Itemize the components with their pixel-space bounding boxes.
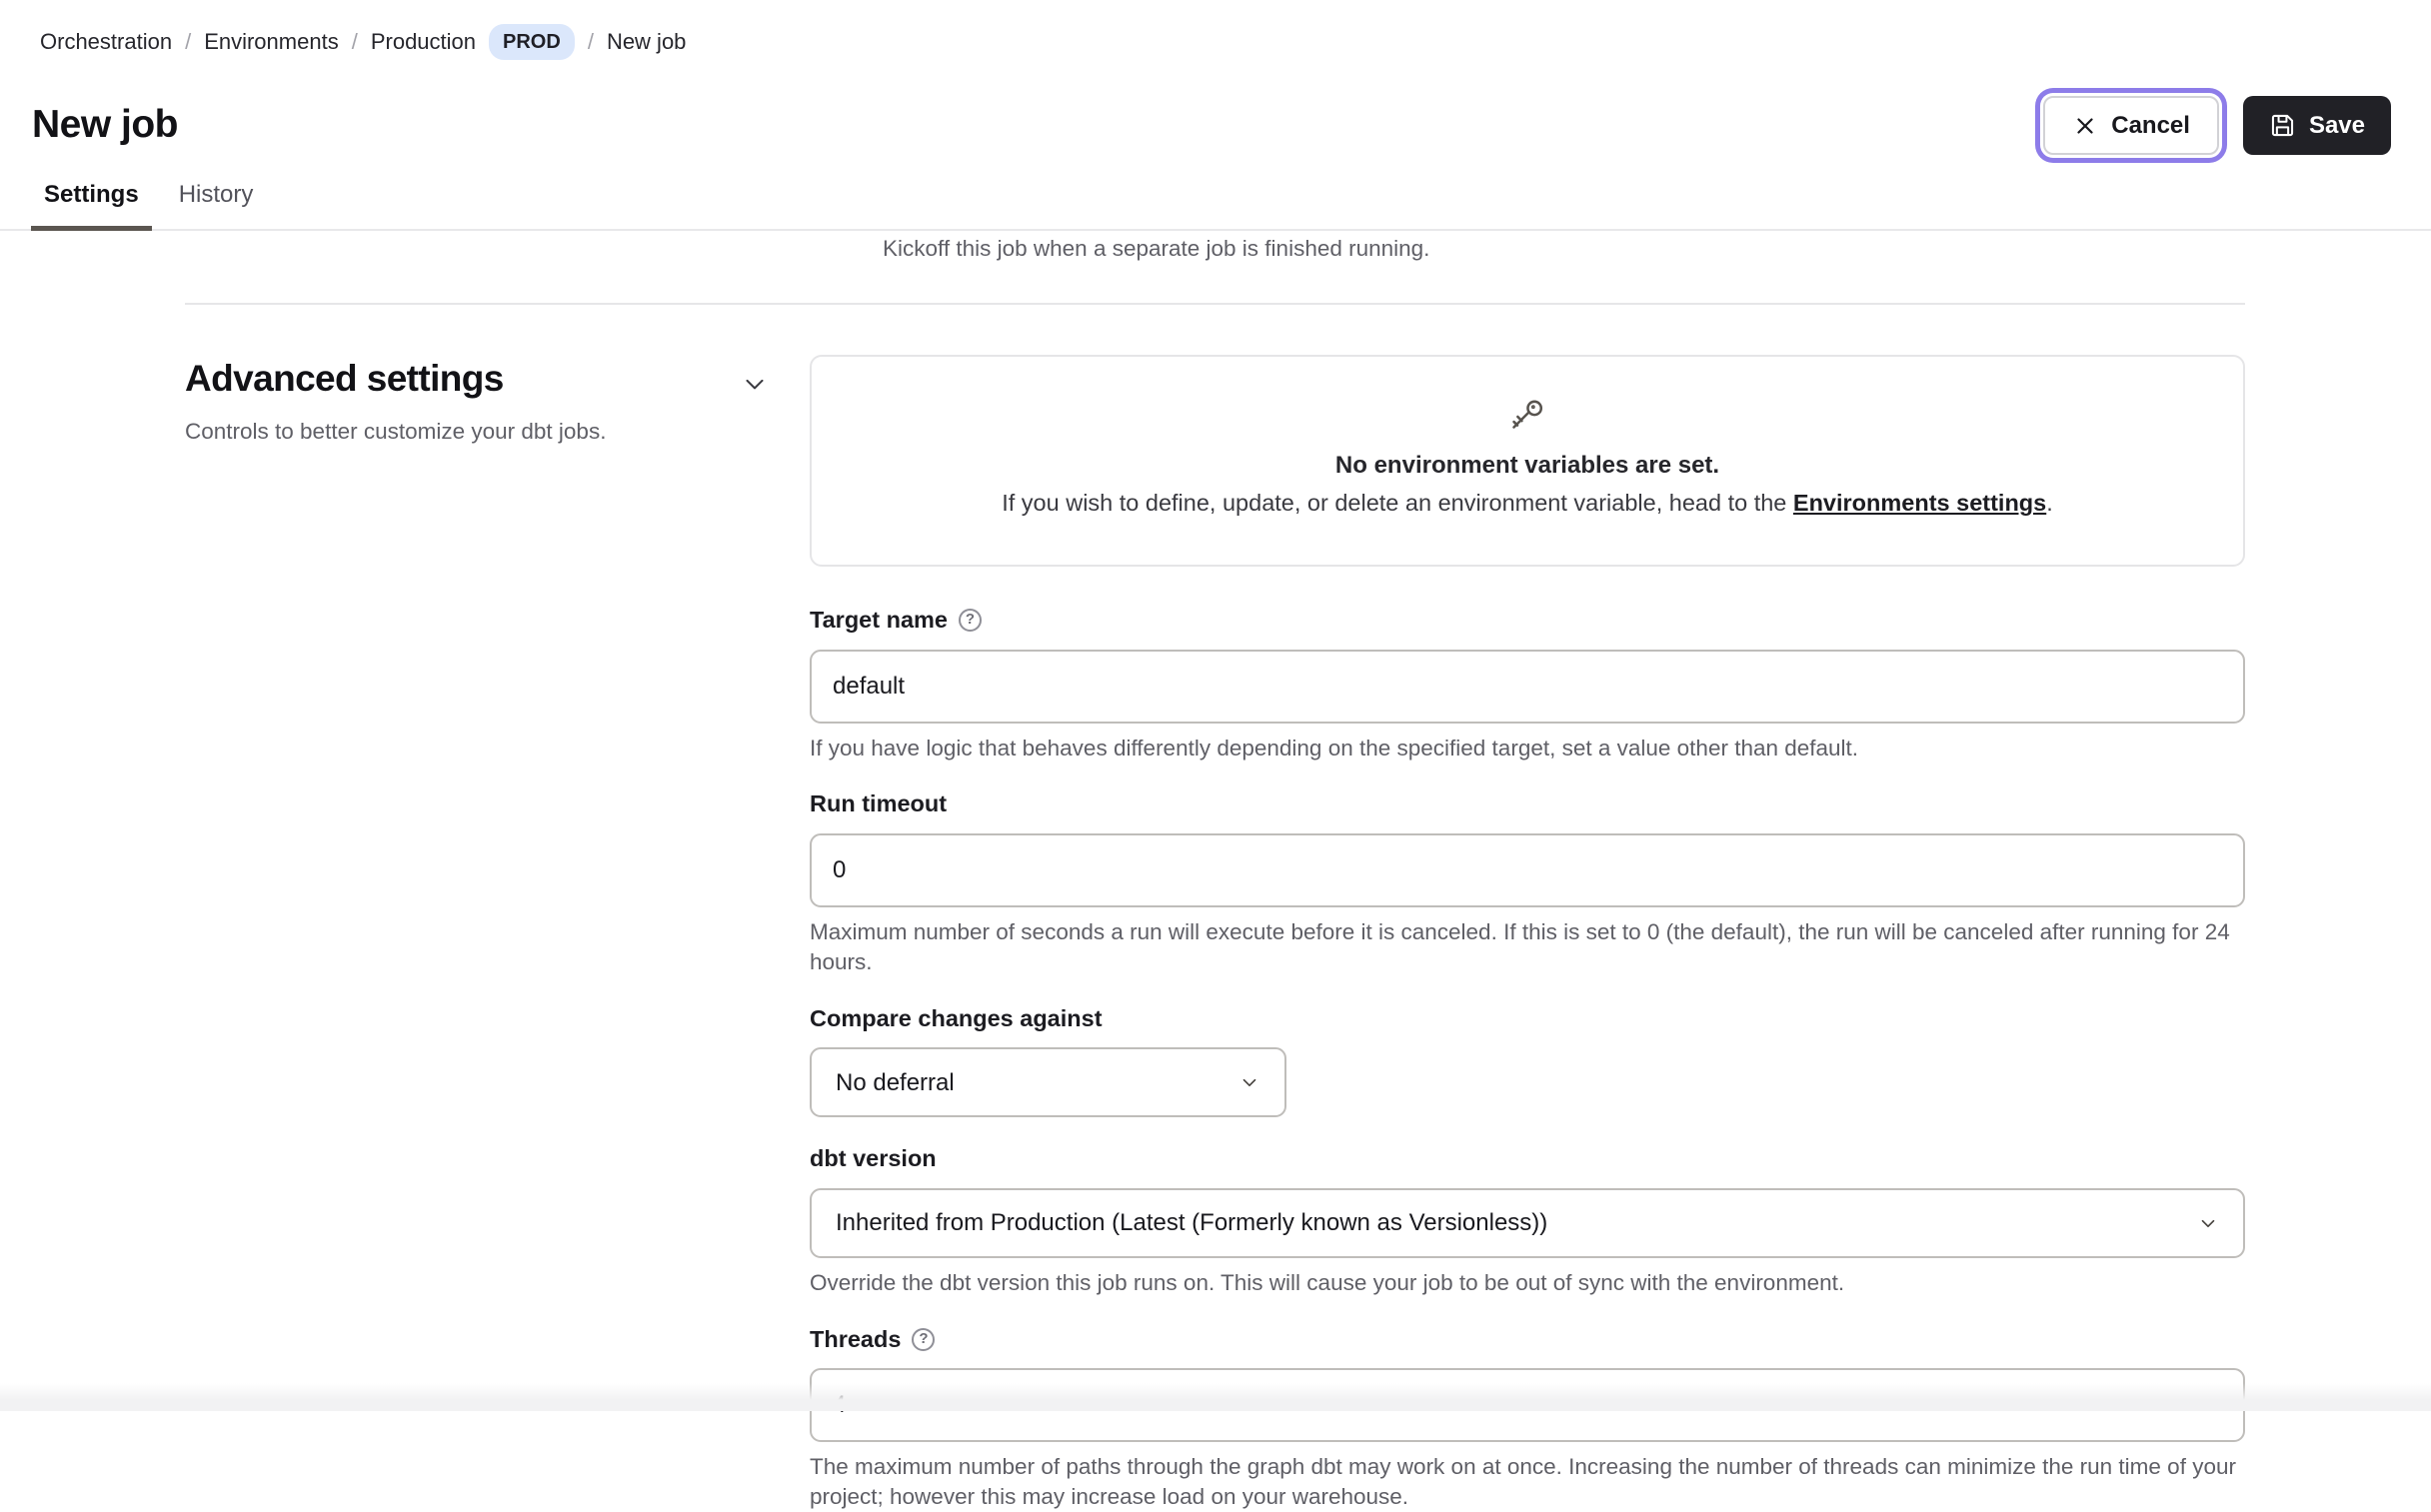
target-name-field-group xyxy=(810,605,2245,762)
compare-changes-field-group xyxy=(810,1003,2245,1118)
header-actions xyxy=(2043,96,2393,155)
save-label: Save xyxy=(2308,111,2365,139)
threads-field-group xyxy=(810,1324,2245,1512)
chevron-down-icon[interactable] xyxy=(740,369,770,399)
page-title: New job xyxy=(32,103,179,147)
tab-bar xyxy=(0,179,2431,231)
run-timeout-field-group xyxy=(810,788,2245,976)
run-timeout-label: Run timeout xyxy=(810,790,948,817)
chevron-down-icon xyxy=(2197,1212,2219,1234)
trigger-help-text: Kickoff this job when a separate job is finished running. xyxy=(883,236,1430,262)
page-header xyxy=(0,96,2431,155)
bottom-scroll-fade xyxy=(0,1383,2431,1411)
breadcrumb-separator: / xyxy=(185,28,192,54)
save-button[interactable] xyxy=(2243,96,2391,155)
tab-settings[interactable]: Settings xyxy=(31,179,152,231)
key-icon xyxy=(1508,395,1546,433)
dbt-version-label: dbt version xyxy=(810,1145,937,1172)
threads-label: Threads xyxy=(810,1325,902,1352)
dbt-version-help: Override the dbt version this job runs on. This will cause your job to be out of sync with the environment. xyxy=(810,1269,1845,1295)
advanced-settings-subtitle: Controls to better customize your dbt jobs. xyxy=(185,418,607,444)
env-vars-empty-title: No environment variables are set. xyxy=(1334,452,1720,480)
tab-history[interactable]: History xyxy=(178,181,254,208)
help-question-icon[interactable]: ? xyxy=(912,1328,935,1351)
env-vars-body-suffix: . xyxy=(2046,490,2053,517)
run-timeout-help: Maximum number of seconds a run will execute before it is canceled. If this is set to 0 (the default), the run will be canceled after running for 24 hours. xyxy=(810,918,2230,974)
compare-changes-label: Compare changes against xyxy=(810,1004,1103,1031)
breadcrumb-separator: / xyxy=(351,28,358,54)
advanced-settings-title: Advanced settings xyxy=(185,358,504,400)
cancel-button[interactable] xyxy=(2043,96,2219,155)
run-timeout-input[interactable] xyxy=(810,833,2245,907)
prod-environment-badge: PROD xyxy=(489,24,575,60)
help-question-icon[interactable]: ? xyxy=(959,609,982,632)
cancel-label: Cancel xyxy=(2111,111,2190,139)
save-floppy-icon xyxy=(2269,112,2296,139)
dbt-version-field-group xyxy=(810,1143,2245,1297)
environments-settings-link[interactable]: Environments settings xyxy=(1792,490,2047,517)
section-divider xyxy=(185,303,2245,305)
target-name-help: If you have logic that behaves differently depending on the specified target, set a value other than default. xyxy=(810,735,1859,760)
threads-help: The maximum number of paths through the graph dbt may work on at once. Increasing the number of threads can minimize the run time of your project; however this may increase load on your warehouse. xyxy=(810,1454,2236,1510)
breadcrumb-environments[interactable]: Environments xyxy=(204,28,339,54)
breadcrumb-current: New job xyxy=(606,28,687,54)
env-vars-empty-body xyxy=(836,488,2219,519)
env-vars-body-prefix: If you wish to define, update, or delete an environment variable, head to the xyxy=(1002,490,1793,517)
advanced-settings-intro xyxy=(185,355,810,1512)
breadcrumb-orchestration[interactable]: Orchestration xyxy=(40,28,173,54)
chevron-down-icon xyxy=(1238,1071,1260,1093)
target-name-input[interactable] xyxy=(810,650,2245,724)
breadcrumb-separator: / xyxy=(587,28,594,54)
dbt-version-select[interactable] xyxy=(810,1188,2245,1258)
advanced-settings-section xyxy=(185,355,2245,1512)
breadcrumb xyxy=(0,0,2431,60)
compare-changes-selected-value: No deferral xyxy=(836,1068,955,1096)
advanced-settings-form xyxy=(810,355,2245,1512)
close-icon xyxy=(2072,113,2098,139)
settings-scroll-area xyxy=(0,234,2431,1510)
compare-changes-select[interactable] xyxy=(810,1047,1286,1117)
breadcrumb-production[interactable]: Production xyxy=(370,28,477,54)
target-name-label: Target name xyxy=(810,606,948,633)
dbt-version-selected-value: Inherited from Production (Latest (Formerly known as Versionless)) xyxy=(836,1209,1548,1237)
env-vars-empty-card xyxy=(810,355,2245,567)
